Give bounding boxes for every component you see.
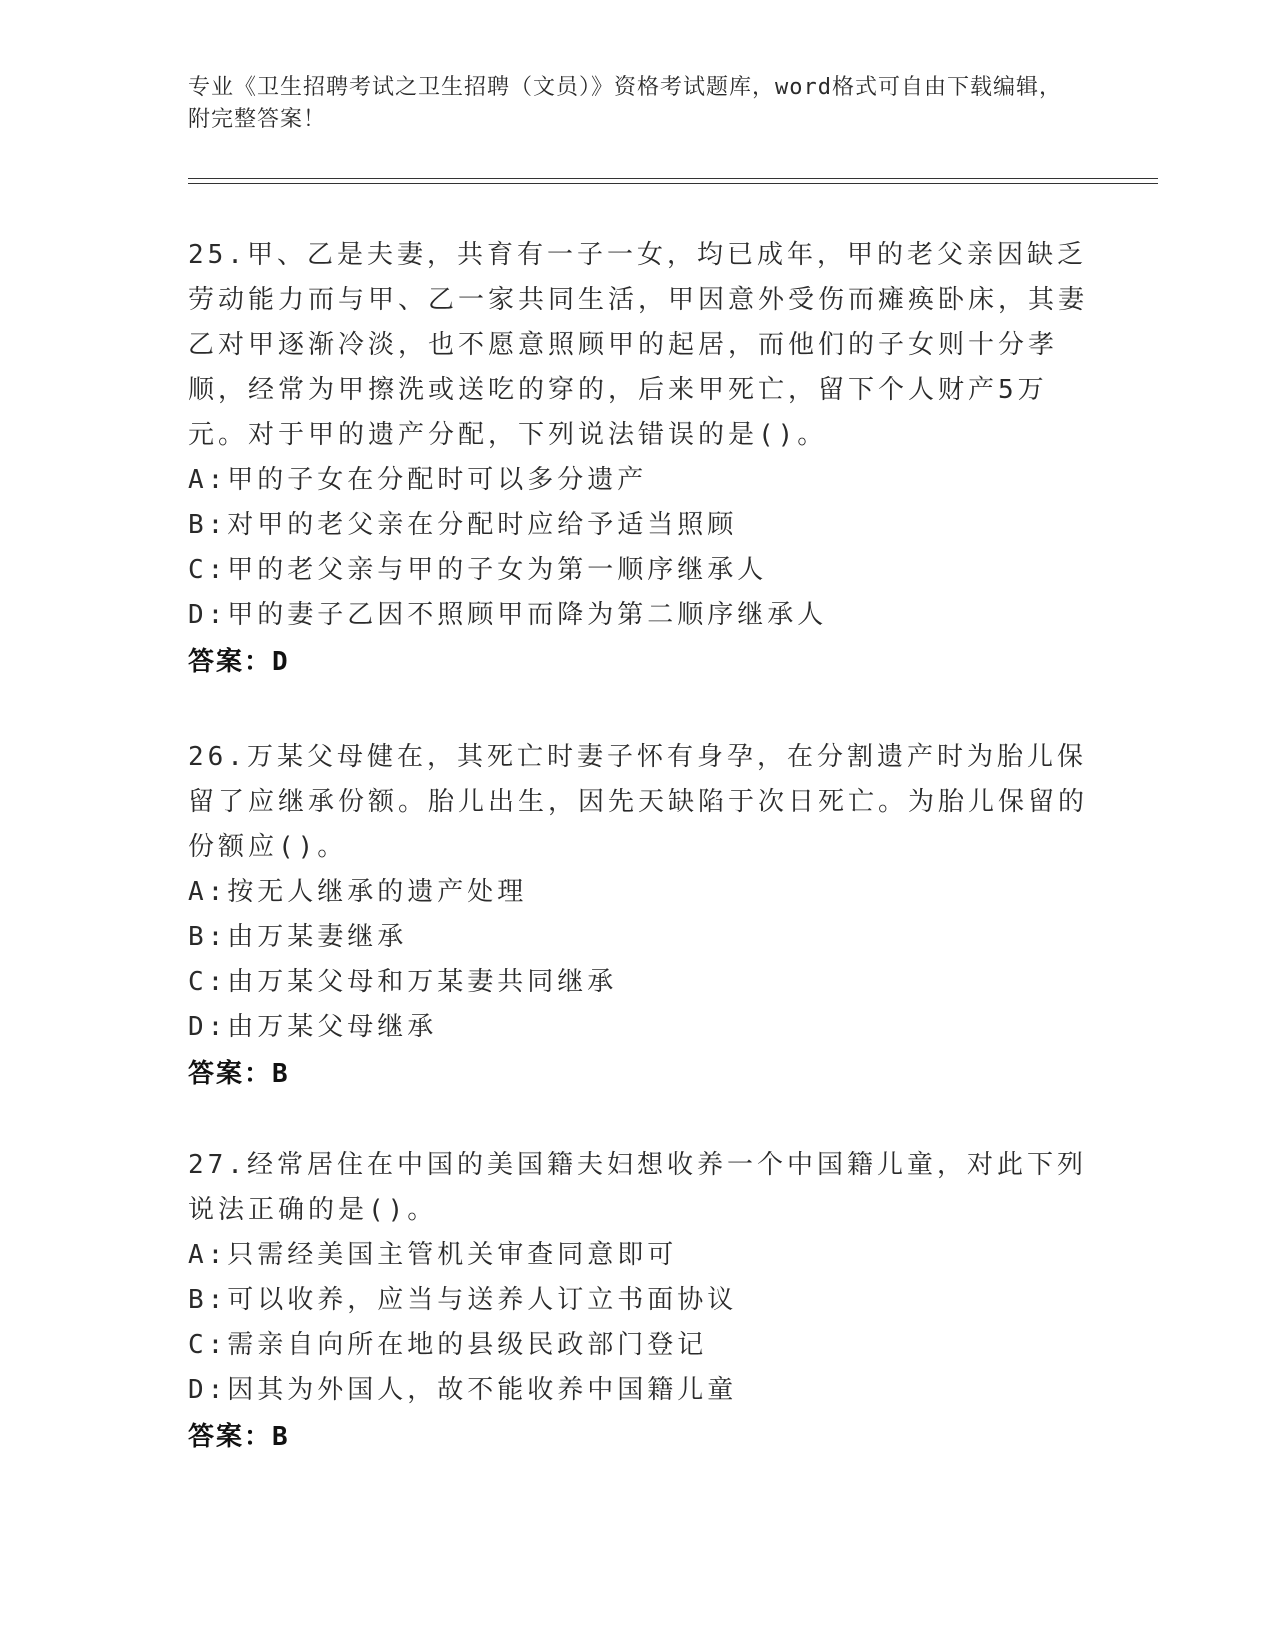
header-divider-top	[188, 178, 1158, 179]
answer: 答案：D	[188, 647, 290, 677]
option-d: D:由万某父母继承	[188, 1012, 438, 1042]
option-c: C:甲的老父亲与甲的子女为第一顺序继承人	[188, 555, 768, 585]
option-d: D:甲的妻子乙因不照顾甲而降为第二顺序继承人	[188, 600, 828, 630]
header-text: 专业《卫生招聘考试之卫生招聘（文员）》资格考试题库，word格式可自由下载编辑，附完整答案！	[188, 75, 1062, 132]
option-c: C:需亲自向所在地的县级民政部门登记	[188, 1330, 708, 1360]
question-stem: 26.万某父母健在，其死亡时妻子怀有身孕，在分割遗产时为胎儿保留了应继承份额。胎儿出生，因先天缺陷于次日死亡。为胎儿保留的份额应()。	[188, 742, 1089, 862]
option-b: B:可以收养，应当与送养人订立书面协议	[188, 1285, 738, 1315]
question-stem: 25.甲、乙是夫妻，共育有一子一女，均已成年，甲的老父亲因缺乏劳动能力而与甲、乙一家共同生活，甲因意外受伤而瘫痪卧床，其妻乙对甲逐渐冷淡，也不愿意照顾甲的起居，而他们的子女则十分孝顺，经常为甲擦洗或送吃的穿的，后来甲死亡，留下个人财产5万元。对于甲的遗产分配，下列说法错误的是()。	[188, 240, 1089, 450]
option-a: A:甲的子女在分配时可以多分遗产	[188, 465, 648, 495]
option-d: D:因其为外国人，故不能收养中国籍儿童	[188, 1375, 738, 1405]
question-stem: 27.经常居住在中国的美国籍夫妇想收养一个中国籍儿童，对此下列说法正确的是()。	[188, 1150, 1087, 1225]
option-b: B:对甲的老父亲在分配时应给予适当照顾	[188, 510, 738, 540]
question-26	[188, 735, 1088, 1097]
option-a: A:按无人继承的遗产处理	[188, 877, 528, 907]
option-c: C:由万某父母和万某妻共同继承	[188, 967, 618, 997]
option-b: B:由万某妻继承	[188, 922, 408, 952]
option-a: A:只需经美国主管机关审查同意即可	[188, 1240, 678, 1270]
document-header	[188, 72, 1068, 136]
header-divider-bottom	[188, 183, 1158, 184]
answer: 答案：B	[188, 1059, 290, 1089]
answer: 答案：B	[188, 1422, 290, 1452]
question-27	[188, 1143, 1088, 1460]
question-25	[188, 233, 1088, 685]
